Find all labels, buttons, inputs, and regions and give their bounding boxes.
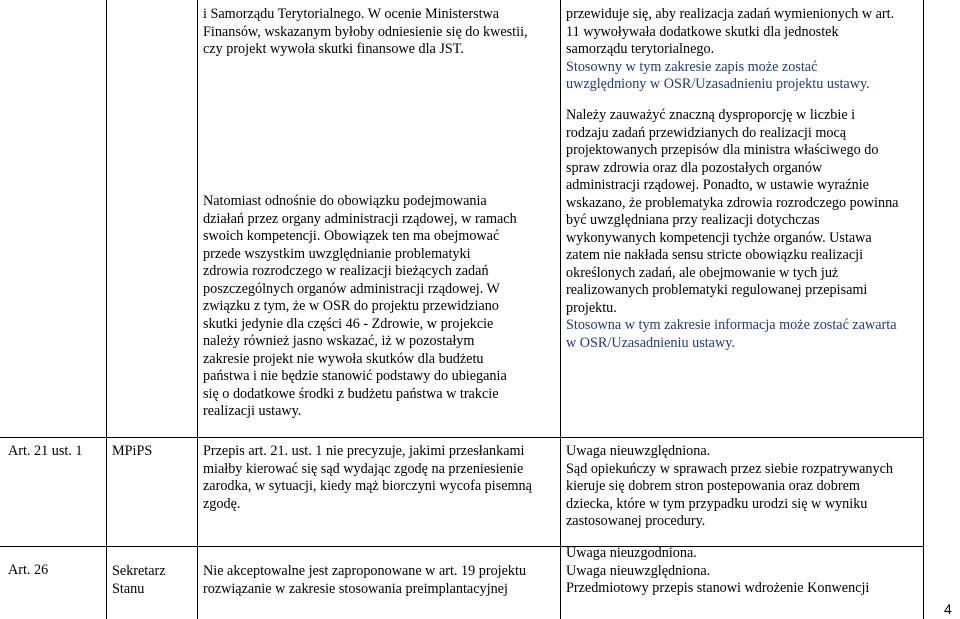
row-mid-col-c-text: Natomiast odnośnie do obowiązku podejmowania działań przez organy administracji rządowej, w ramach swoich kompetencji. Obowiązek ten ma obejmować przede wszystkim uwzględnianie problematyki zdrowia rozrodczego w realizacji bieżących zadań poszczególnych organów administracji rządowej. W związku z tym, że w OSR do projektu przewidziano skutki jedynie dla części 46 - Zdrowie, w projekcie należy również jasno wskazać, iż w pozostałym zakresie projekt nie wywoła skutków dla budżetu państwa i nie będzie stanowić podstawy do ubiegania się o dodatkowe środki z budżetu państwa w trakcie realizacji ustawy.: [203, 193, 517, 419]
table-rule-table-right: [923, 0, 924, 619]
row-mid-col-d-black: Należy zauważyć znaczną dysproporcję w liczbie i rodzaju zadań przewidzianych do realizacji mocą projektowanych przepisów dla ministra właściwego do spraw zdrowia oraz dla pozostałych organów administracji rządowej. Ponadto, w ustawie wyraźnie wskazano, że problematyka zdrowia rozrodczego powinna być uwzględniana przy realizacji dotychczas wykonywanych kompetencji tychże organów. Ustawa zatem nie nakłada sensu stricte obowiązku realizacji określonych zadań, ale obejmowanie w tych już realizowanych problematyki regulowanej przepisami projektu.: [566, 107, 899, 316]
source-name: MPiPS: [112, 443, 153, 459]
row-art26-col-c: [203, 563, 553, 598]
row-mid-col-d: [566, 107, 917, 352]
row-art21-source: [112, 443, 194, 461]
row-top-col-d: [566, 6, 917, 94]
table-rule-col-b-left: [106, 0, 107, 619]
row-art26-col-c-text: Nie akceptowalne jest zaproponowane w art. 19 projektu rozwiązanie w zakresie stosowania preimplantacyjnej: [203, 563, 527, 597]
article-ref: Art. 26: [8, 562, 49, 578]
row-art21-article: [8, 443, 104, 461]
row-top-col-d-black: przewiduje się, aby realizacja zadań wymienionych w art. 11 wywoływała dodatkowe skutki dla jednostek samorządu terytorialnego.: [566, 6, 895, 57]
row-art21-col-d-text: Uwaga nieuwzględniona. Sąd opiekuńczy w sprawach przez siebie rozpatrywanych kieruje się dobrem stron postepowania oraz dobrem dziecka, które w tym przypadku urodzi się w wyniku zastosowanej procedury.: [566, 443, 893, 529]
source-name-line2: Stanu: [112, 581, 145, 597]
row-art26-col-d-text: Uwaga nieuzgodniona. Uwaga nieuwzględniona. Przedmiotowy przepis stanowi wdrożenie Konwencji: [566, 545, 870, 596]
row-top-col-c-text: i Samorządu Terytorialnego. W ocenie Ministerstwa Finansów, wskazanym byłoby odniesienie się do kwestii, czy projekt wywoła skutki finansowe dla JST.: [203, 6, 528, 57]
row-top-col-d-blue: Stosowny w tym zakresie zapis może zostać uwzględniony w OSR/Uzasadnieniu projektu ustawy.: [566, 58, 870, 92]
row-art26-col-d: [566, 545, 917, 598]
row-art21-col-c: [203, 443, 553, 513]
row-art26-article: [8, 562, 104, 580]
table-rule-col-c-left: [197, 0, 198, 619]
row-top-col-c: [203, 6, 553, 59]
source-name-line1: Sekretarz: [112, 563, 166, 579]
table-rule-row-art21-top: [0, 437, 924, 438]
article-ref: Art. 21 ust. 1: [8, 443, 83, 459]
page-number: 4: [944, 601, 952, 617]
row-mid-col-c: [203, 193, 553, 421]
row-mid-col-d-blue: Stosowna w tym zakresie informacja może zostać zawarta w OSR/Uzasadnieniu ustawy.: [566, 317, 897, 351]
table-rule-col-d-left: [560, 0, 561, 619]
row-art26-source: [112, 562, 194, 598]
row-art21-col-d: [566, 443, 917, 531]
row-art21-col-c-text: Przepis art. 21. ust. 1 nie precyzuje, jakimi przesłankami miałby kierować się sąd wydając zgodę na przeniesienie zarodka, w sytuacji, kiedy mąż biorczyni wycofa pisemną zgodę.: [203, 443, 532, 512]
